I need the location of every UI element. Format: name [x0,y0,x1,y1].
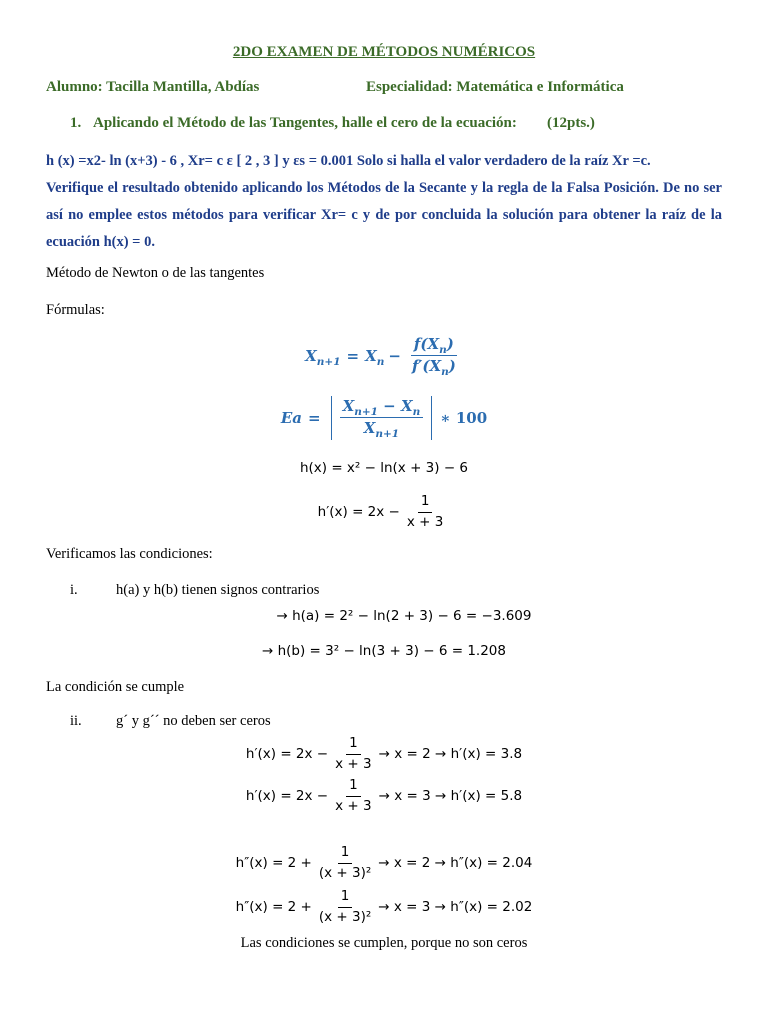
method-title: Método de Newton o de las tangentes [46,265,265,281]
verify-label: Verificamos las condiciones: [46,546,213,562]
page-title: 2DO EXAMEN DE MÉTODOS NUMÉRICOS [232,44,536,60]
h-definition: h(x) = x² − ln(x + 3) − 6 [299,460,469,476]
question-statement: Aplicando el Método de las Tangentes, halle el cero de la ecuación: [93,115,517,131]
condition-i-eq-b: → h(b) = 3² − ln(3 + 3) − 6 = 1.208 [262,643,506,659]
condition-i-text: h(a) y h(b) tienen signos contrarios [116,582,320,598]
question-body: Verifique el resultado obtenido aplicando los Métodos de la Secante y la regla de la Falsa Posición. De no ser así no emplee estos métodos para verificar Xr= c y de por concluida la solución para obtener la raíz de la ecuación h(x) = 0. [46,180,722,250]
hsecond-eval-2: h″(x) = 2 + $\frac{1}{\text{(x + 3)²}}$ → x = 2 → h″(x) = 2.04 [235,844,533,881]
hprime-eval-2: h′(x) = 2x − $\frac{1}{x + 3}$ → x = 2 → h′(x) = 3.8 [245,735,523,772]
error-formula: Ea = $\frac{X_{n+1} - X_n}{X_{n+1}}$ ∗ 100 [280,397,488,441]
conclusion: Las condiciones se cumplen, porque no son ceros [240,935,528,951]
hprime-eval-3: h′(x) = 2x − $\frac{1}{x + 3}$ → x = 3 → h′(x) = 5.8 [245,777,523,814]
question-body-line1: h (x) =x2- ln (x+3) - 6 , Xr= c ε [ 2 , 3 ] y εs = 0.001 Solo si halla el valor verdadero de la raíz Xr =c. [46,153,651,169]
hprime-definition: h′(x) = 2x − $\frac{1}{x + 3}$ [317,493,444,530]
hsecond-eval-3: h″(x) = 2 + $\frac{1}{\text{(x + 3)²}}$ → x = 3 → h″(x) = 2.02 [235,888,533,925]
condition-i-eq-a: → h(a) = 2² − ln(2 + 3) − 6 = −3.609 [276,608,532,624]
newton-formula: $X_{n+1}$ = $X_n$ − $\frac{f(X_n)}{f'(X_n)}$ [305,335,456,379]
condition-ii-label: ii. [70,713,82,729]
formulas-label: Fórmulas: [46,302,105,318]
question-points: (12pts.) [547,115,595,131]
specialty: Especialidad: Matemática e Informática [366,79,624,95]
question-number: 1. [70,115,82,131]
condition-ii-text: g´ y g´´ no deben ser ceros [116,713,271,729]
student-name: Alumno: Tacilla Mantilla, Abdías [46,79,260,95]
condition-i-label: i. [70,582,78,598]
condition-met: La condición se cumple [46,679,185,695]
